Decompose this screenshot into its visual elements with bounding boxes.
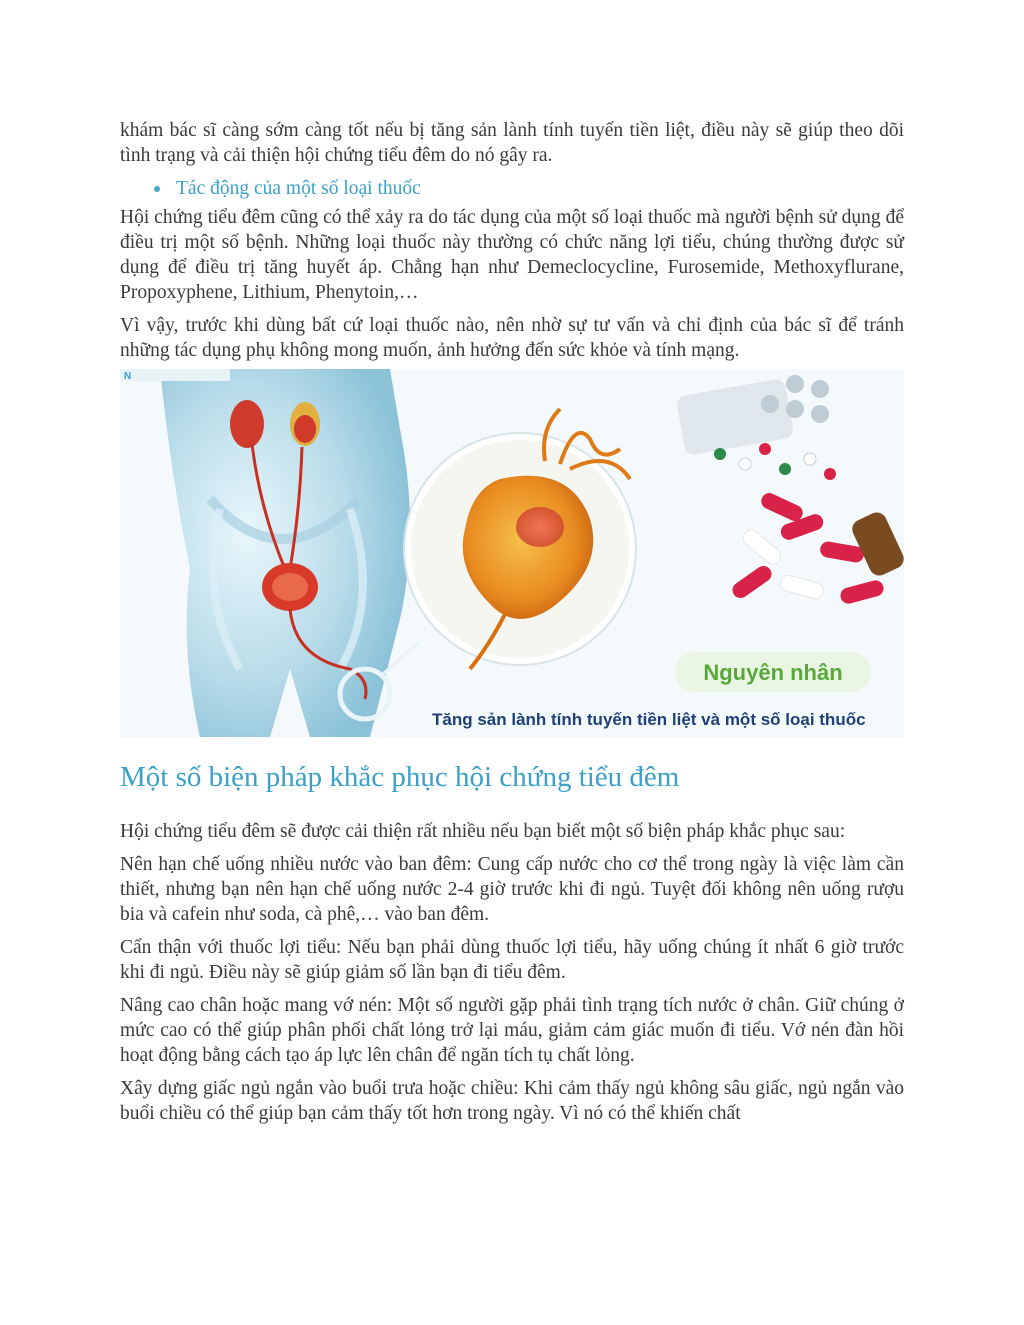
bladder-icon	[262, 563, 318, 611]
paragraph-limit-water: Nên hạn chế uống nhiều nước vào ban đêm: Cung cấp nước cho cơ thể trong ngày là việc làm cần thiết, nhưng bạn nên hạn chế uống nước 2-4 giờ trước khi đi ngủ. Tuyệt đối không nên uống rượu bia và cafein như soda, cà phê,… vào ban đêm.	[120, 854, 904, 925]
bullet-item	[120, 176, 904, 201]
bullet-dot-icon	[154, 186, 160, 192]
badge-text: Nguyên nhân	[703, 660, 843, 685]
figure-caption: Tăng sản lành tính tuyến tiền liệt và một số loại thuốc	[432, 710, 866, 729]
logo-strip	[120, 369, 230, 381]
paragraph-compression: Nâng cao chân hoặc mang vớ nén: Một số người gặp phải tình trạng tích nước ở chân. Giữ chúng ở mức cao có thể giúp phân phối chất lỏng trở lại máu, giảm cảm giác muốn đi tiểu. Vớ nén đàn hồi hoạt động bằng cách tạo áp lực lên chân để ngăn tích tụ chất lỏng.	[120, 995, 904, 1066]
advice-paragraph: Vì vậy, trước khi dùng bất cứ loại thuốc nào, nên nhờ sự tư vấn và chỉ định của bác sĩ để tránh những tác dụng phụ không mong muốn, ảnh hưởng đến sức khỏe và tính mạng.	[120, 315, 904, 361]
illustration-figure	[120, 369, 904, 737]
section-heading: Một số biện pháp khắc phục hội chứng tiểu đêm	[120, 761, 680, 793]
paragraph-diuretics: Cẩn thận với thuốc lợi tiểu: Nếu bạn phải dùng thuốc lợi tiểu, hãy uống chúng ít nhất 6 giờ trước khi đi ngủ. Điều này sẽ giúp giảm số lần bạn đi tiểu đêm.	[120, 937, 904, 983]
bullet-text: Tác động của một số loại thuốc	[176, 178, 421, 199]
logo-icon: N	[124, 371, 132, 382]
drug-paragraph: Hội chứng tiểu đêm cũng có thể xảy ra do tác dụng của một số loại thuốc mà người bệnh sử dụng để điều trị một số bệnh. Những loại thuốc này thường có chức năng lợi tiểu, chúng thường được sử dụng để điều trị tăng huyết áp. Chẳng hạn như Demeclocycline, Furosemide, Methoxyflurane, Propoxyphene, Lithium, Phenytoin,…	[120, 207, 904, 303]
paragraph-intro: Hội chứng tiểu đêm sẽ được cải thiện rất nhiều nếu bạn biết một số biện pháp khắc phục sau:	[120, 821, 846, 842]
intro-paragraph: khám bác sĩ càng sớm càng tốt nếu bị tăng sản lành tính tuyến tiền liệt, điều này sẽ giúp theo dõi tình trạng và cải thiện hội chứng tiểu đêm do nó gây ra.	[120, 120, 904, 166]
body-silhouette	[160, 369, 410, 737]
cause-badge	[675, 652, 871, 692]
document-page	[120, 118, 904, 1126]
illustration-svg	[120, 369, 904, 737]
paragraph-nap: Xây dựng giấc ngủ ngắn vào buổi trưa hoặc chiều: Khi cảm thấy ngủ không sâu giấc, ngủ ngắn vào buổi chiều có thể giúp bạn cảm thấy tốt hơn trong ngày. Vì nó có thể khiến chất	[120, 1078, 904, 1124]
